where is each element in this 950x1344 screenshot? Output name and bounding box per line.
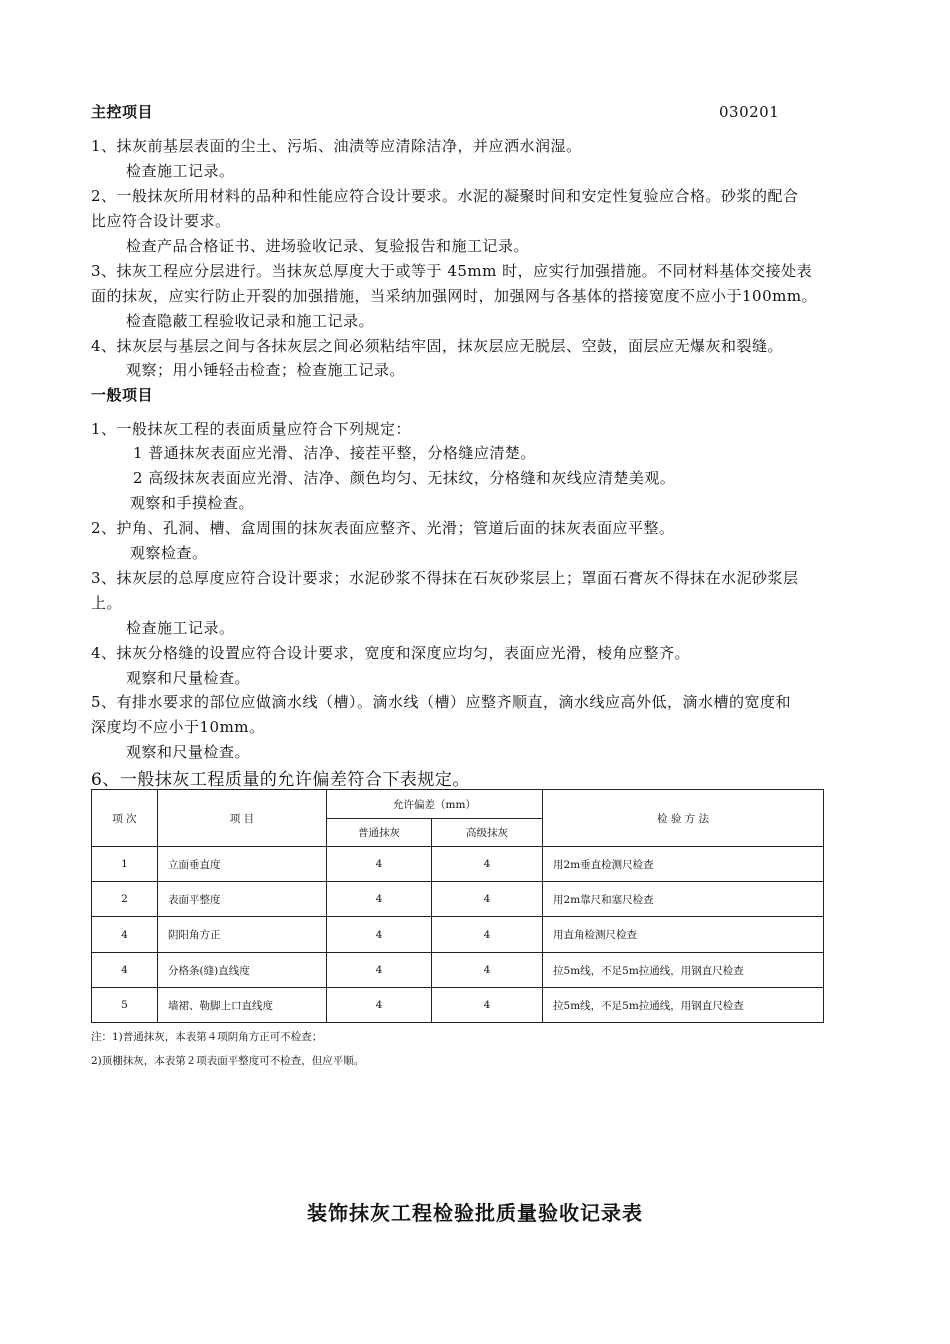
cell-no: 4 <box>92 917 158 953</box>
cell-normal: 4 <box>327 988 432 1023</box>
cell-item: 阴阳角方正 <box>158 917 327 953</box>
cell-high: 4 <box>432 882 543 917</box>
cell-item: 墙裙、勒脚上口直线度 <box>158 988 327 1023</box>
cell-normal: 4 <box>327 882 432 917</box>
page-title: 装饰抹灰工程检验批质量验收记录表 <box>307 1201 643 1225</box>
general-item-6: 6、一般抹灰工程质量的允许偏差符合下表规定。 <box>91 770 470 790</box>
main-item-1: 1、抹灰前基层表面的尘土、污垢、油渍等应清除洁净，并应洒水润湿。 <box>91 137 582 155</box>
general-item-1-sub-2: 2 高级抹灰表面应光滑、洁净、颜色均匀、无抹纹，分格缝和灰线应清楚美观。 <box>133 469 676 487</box>
main-item-4: 4、抹灰层与基层之间与各抹灰层之间必须粘结牢固，抹灰层应无脱层、空鼓，面层应无爆灰和裂缝。 <box>91 337 784 355</box>
header-normal: 普通抹灰 <box>327 819 432 847</box>
table-row <box>92 882 824 917</box>
cell-high: 4 <box>432 917 543 953</box>
general-item-1: 1、一般抹灰工程的表面质量应符合下列规定： <box>91 420 412 438</box>
general-item-5-check: 观察和尺量检查。 <box>126 743 251 761</box>
table-row <box>92 847 824 882</box>
main-item-4-check: 观察；用小锤轻击检查；检查施工记录。 <box>126 361 406 379</box>
main-item-2-line1: 2、一般抹灰所用材料的品种和性能应符合设计要求。水泥的凝聚时间和安定性复验应合格。砂浆的配合 <box>91 187 799 205</box>
main-item-2-check: 检查产品合格证书、进场验收记录、复验报告和施工记录。 <box>126 237 530 255</box>
general-item-2-check: 观察检查。 <box>130 544 208 562</box>
general-item-4-check: 观察和尺量检查。 <box>126 669 251 687</box>
cell-high: 4 <box>432 988 543 1023</box>
section-heading-general: 一般项目 <box>91 386 154 404</box>
header-no: 项 次 <box>92 790 158 847</box>
table-row <box>92 988 824 1023</box>
general-item-3-check: 检查施工记录。 <box>126 619 235 637</box>
form-code: 030201 <box>719 103 780 121</box>
cell-method: 用直角检测尺检查 <box>543 917 824 953</box>
cell-no: 2 <box>92 882 158 917</box>
general-item-4: 4、抹灰分格缝的设置应符合设计要求，宽度和深度应均匀，表面应光滑，棱角应整齐。 <box>91 644 691 662</box>
cell-high: 4 <box>432 953 543 988</box>
header-tolerance: 允许偏差（mm） <box>327 790 543 819</box>
general-item-3-line2: 上。 <box>91 594 123 612</box>
cell-method: 拉5m线，不足5m拉通线，用钢直尺检查 <box>543 953 824 988</box>
cell-normal: 4 <box>327 917 432 953</box>
main-item-2-line2: 比应符合设计要求。 <box>91 212 231 230</box>
general-item-1-check: 观察和手摸检查。 <box>130 494 255 512</box>
cell-normal: 4 <box>327 847 432 882</box>
general-item-5-line1: 5、有排水要求的部位应做滴水线（槽）。滴水线（槽）应整齐顺直，滴水线应高外低，滴水槽的宽度和 <box>91 693 792 711</box>
table-row <box>92 917 824 953</box>
table-row <box>92 953 824 988</box>
main-item-3-line2: 面的抹灰，应实行防止开裂的加强措施，当采纳加强网时，加强网与各基体的搭接宽度不应小于100mm。 <box>91 287 818 305</box>
cell-method: 用2m靠尺和塞尺检查 <box>543 882 824 917</box>
cell-no: 4 <box>92 953 158 988</box>
table-note-1: 注：1)普通抹灰，本表第４项阴角方正可不检查； <box>91 1031 323 1043</box>
cell-item: 表面平整度 <box>158 882 327 917</box>
tolerance-table <box>91 789 824 1023</box>
main-item-3-check: 检查隐蔽工程验收记录和施工记录。 <box>126 312 375 330</box>
header-high: 高级抹灰 <box>432 819 543 847</box>
header-method: 检 验 方 法 <box>543 790 824 847</box>
cell-normal: 4 <box>327 953 432 988</box>
cell-item: 立面垂直度 <box>158 847 327 882</box>
cell-no: 5 <box>92 988 158 1023</box>
general-item-2: 2、护角、孔洞、槽、盒周围的抹灰表面应整齐、光滑；管道后面的抹灰表面应平整。 <box>91 519 675 537</box>
cell-item: 分格条(缝)直线度 <box>158 953 327 988</box>
general-item-3-line1: 3、抹灰层的总厚度应符合设计要求；水泥砂浆不得抹在石灰砂浆层上；罩面石膏灰不得抹在水泥砂浆层 <box>91 569 799 587</box>
section-heading-main: 主控项目 <box>91 103 154 121</box>
main-item-1-check: 检查施工记录。 <box>126 162 235 180</box>
cell-no: 1 <box>92 847 158 882</box>
general-item-5-line2: 深度均不应小于10mm。 <box>91 718 265 736</box>
cell-method: 用2m垂直检测尺检查 <box>543 847 824 882</box>
header-item: 项 目 <box>158 790 327 847</box>
general-item-1-sub-1: 1 普通抹灰表面应光滑、洁净、接茬平整，分格缝应清楚。 <box>133 444 536 462</box>
table-note-2: 2)顶棚抹灰，本表第２项表面平整度可不检查，但应平顺。 <box>91 1055 365 1067</box>
cell-high: 4 <box>432 847 543 882</box>
cell-method: 拉5m线，不足5m拉通线，用钢直尺检查 <box>543 988 824 1023</box>
table-header-row <box>92 790 824 819</box>
main-item-3-line1: 3、抹灰工程应分层进行。当抹灰总厚度大于或等于 45mm 时，应实行加强措施。不同材料基体交接处表 <box>91 262 813 280</box>
